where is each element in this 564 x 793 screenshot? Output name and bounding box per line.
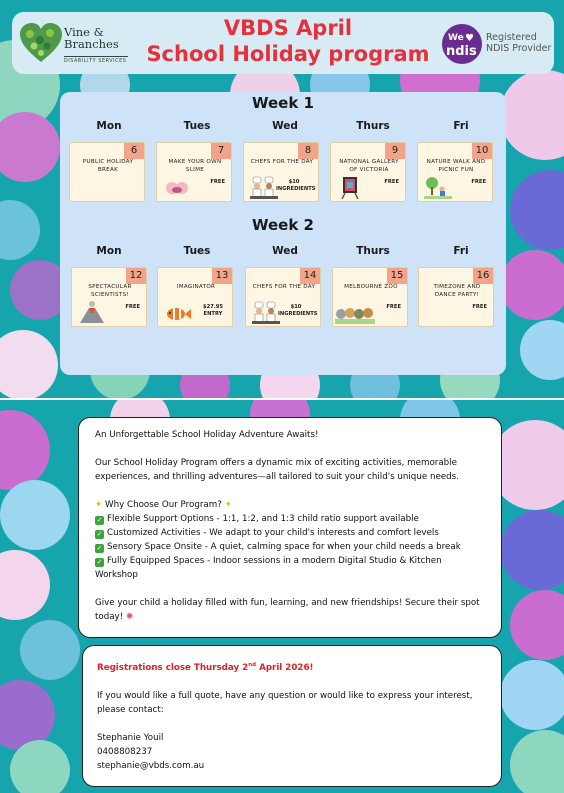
checkmark-icon: ✓	[96, 544, 103, 552]
sparkle-icon: ✦	[224, 500, 232, 510]
party-popper-icon: ✺	[125, 612, 134, 622]
benefit-item	[95, 554, 485, 582]
decor-dot	[520, 320, 564, 380]
cell-date: 10	[472, 143, 492, 159]
cell-date: 14	[300, 268, 320, 284]
ndis-registered-text	[486, 32, 551, 54]
calendar-cell	[418, 267, 494, 327]
info-heading: An Unforgettable School Holiday Adventure Awaits!	[95, 430, 319, 440]
benefit-text: Customized Activities - We adapt to your child's interests and comfort levels	[107, 528, 439, 538]
cell-activity: NATIONAL GALLERY OF VICTORIA	[339, 159, 399, 173]
decor-dot	[0, 680, 55, 750]
cell-activity: IMAGINATOR	[176, 284, 216, 290]
cell-activity: CHEFS FOR THE DAY	[250, 159, 314, 165]
info-intro: Our School Holiday Program offers a dynamic mix of exciting activities, memorable experiences, and thrilling adventures—all tailored to suit your child's unique needs.	[95, 458, 459, 482]
calendar-cell	[71, 267, 147, 327]
benefit-text: Fully Equipped Spaces - Indoor sessions in a modern Digital Studio & Kitchen Workshop	[95, 556, 442, 580]
cell-price: FREE	[471, 179, 486, 185]
week-2-title: Week 2	[252, 216, 314, 234]
day-head-tues: Tues	[183, 120, 211, 132]
cell-date: 8	[298, 143, 318, 159]
day-head-thurs: Thurs	[356, 120, 390, 132]
cell-activity: SPECTACULAR SCIENTISTS!	[88, 284, 132, 298]
calendar-cell	[417, 142, 493, 202]
decor-dot	[510, 590, 564, 660]
calendar-cell	[69, 142, 145, 202]
header-banner	[12, 12, 554, 74]
cell-price: FREE	[384, 179, 399, 185]
decor-dot	[0, 410, 50, 490]
day-head-thurs: Thurs	[356, 245, 390, 257]
cell-date: 13	[212, 268, 232, 284]
why-text: Why Choose Our Program?	[105, 500, 222, 510]
cell-price: $27.95 ENTRY	[202, 304, 224, 317]
contact-box	[82, 645, 502, 787]
cell-date: 15	[387, 268, 407, 284]
decor-dot	[0, 480, 70, 550]
program-info-box	[78, 417, 502, 638]
title-line1: VBDS April	[223, 16, 353, 40]
chefs-icon	[250, 175, 278, 199]
cell-price: FREE	[125, 304, 140, 310]
cell-date: 16	[473, 268, 493, 284]
calendar-cell	[157, 267, 233, 327]
clownfish-icon	[164, 300, 192, 324]
benefit-item	[95, 526, 485, 540]
contact-phone[interactable]: 0408808237	[97, 746, 153, 757]
cell-price: $10 INGREDIENTS	[276, 179, 316, 192]
zoo-animals-icon	[335, 300, 375, 324]
decor-dot	[0, 550, 50, 620]
day-head-fri: Fri	[453, 120, 469, 132]
day-head-tues: Tues	[183, 245, 211, 257]
slime-hands-icon	[163, 175, 191, 199]
heart-vine-icon	[18, 22, 64, 64]
checkmark-icon: ✓	[96, 530, 103, 538]
benefit-text: Flexible Support Options - 1:1, 1:2, and 1:3 child ratio support available	[107, 514, 419, 524]
cell-activity: TIMEZONE AND DANCE PARTY!	[433, 284, 481, 298]
sparkle-icon: ✦	[95, 500, 103, 510]
closing-line	[95, 596, 485, 624]
decor-dot	[0, 330, 58, 398]
calendar-cell	[156, 142, 232, 202]
chefs-icon	[252, 300, 280, 324]
benefit-item	[95, 512, 485, 526]
heart-icon: ♥	[465, 33, 474, 44]
logo-subtitle: DISABILITY SERVICES	[64, 59, 127, 64]
deadline-ordinal: nd	[248, 662, 257, 668]
ndis-badge	[442, 20, 552, 66]
vine-branches-logo	[18, 20, 130, 68]
volcano-icon	[78, 300, 106, 324]
page-title	[132, 15, 444, 67]
decor-dot	[500, 250, 564, 320]
contact-email[interactable]: stephanie@vbds.com.au	[97, 760, 205, 771]
checkmark-icon: ✓	[96, 516, 103, 524]
cell-activity: PUBLIC HOLIDAY BREAK	[82, 159, 134, 173]
day-head-mon: Mon	[96, 120, 122, 132]
calendar-cell	[243, 142, 319, 202]
ndis-text-line2: NDIS Provider	[486, 43, 552, 54]
cell-date: 7	[211, 143, 231, 159]
picnic-tree-icon	[424, 175, 452, 199]
day-head-fri: Fri	[453, 245, 469, 257]
cell-price: FREE	[210, 179, 225, 185]
day-head-wed: Wed	[272, 245, 298, 257]
ndis-we: We	[448, 33, 464, 43]
checkmark-icon: ✓	[96, 558, 103, 566]
decor-dot	[510, 730, 564, 793]
cell-activity: NATURE WALK AND PICNIC FUN	[426, 159, 486, 173]
logo-name	[64, 26, 119, 50]
calendar-cell	[332, 267, 408, 327]
week-1-title: Week 1	[252, 94, 314, 112]
deadline-date: April 2026!	[256, 662, 314, 673]
decor-dot	[510, 170, 564, 250]
cell-activity: CHEFS FOR THE DAY	[252, 284, 316, 290]
cell-date: 12	[126, 268, 146, 284]
ndis-word: ndis	[446, 44, 477, 59]
title-line2: School Holiday program	[146, 42, 430, 66]
ndis-text-line1: Registered	[486, 32, 537, 43]
deadline-text: Registrations close Thursday 2	[97, 662, 249, 673]
decor-dot	[10, 740, 70, 793]
benefit-text: Sensory Space Onsite - A quiet, calming space for when your child needs a break	[107, 542, 461, 552]
cell-activity: MELBOURNE ZOO	[344, 284, 398, 290]
decor-dot	[0, 112, 60, 182]
logo-name-line2: Branches	[64, 37, 119, 51]
calendar-cell	[330, 142, 406, 202]
ndis-logo	[442, 24, 482, 64]
cell-price: FREE	[472, 304, 487, 310]
calendar-cell	[245, 267, 321, 327]
decor-dot	[0, 200, 40, 260]
why-heading	[95, 498, 485, 512]
cell-date: 9	[385, 143, 405, 159]
decor-dot	[500, 70, 564, 160]
benefit-item	[95, 540, 485, 554]
calendar-card	[60, 92, 506, 375]
cell-activity: MAKE YOUR OWN SLIME	[168, 159, 222, 173]
closing-text: Give your child a holiday filled with fun, learning, and new friendships! Secure their spot today!	[95, 598, 480, 622]
decor-dot	[20, 620, 80, 680]
day-head-wed: Wed	[272, 120, 298, 132]
painting-easel-icon	[337, 175, 365, 199]
contact-message: If you would like a full quote, have any question or would like to express your interest, please contact:	[97, 690, 473, 715]
logo-name-line1: Vine &	[64, 25, 104, 39]
cell-price: FREE	[386, 304, 401, 310]
contact-name: Stephanie Youil	[97, 732, 164, 743]
day-head-mon: Mon	[96, 245, 122, 257]
decor-dot	[500, 510, 564, 590]
registration-deadline	[97, 658, 487, 675]
logo-rule	[64, 56, 128, 57]
cell-date: 6	[124, 143, 144, 159]
decor-dot	[500, 660, 564, 730]
cell-price: $10 INGREDIENTS	[278, 304, 318, 317]
